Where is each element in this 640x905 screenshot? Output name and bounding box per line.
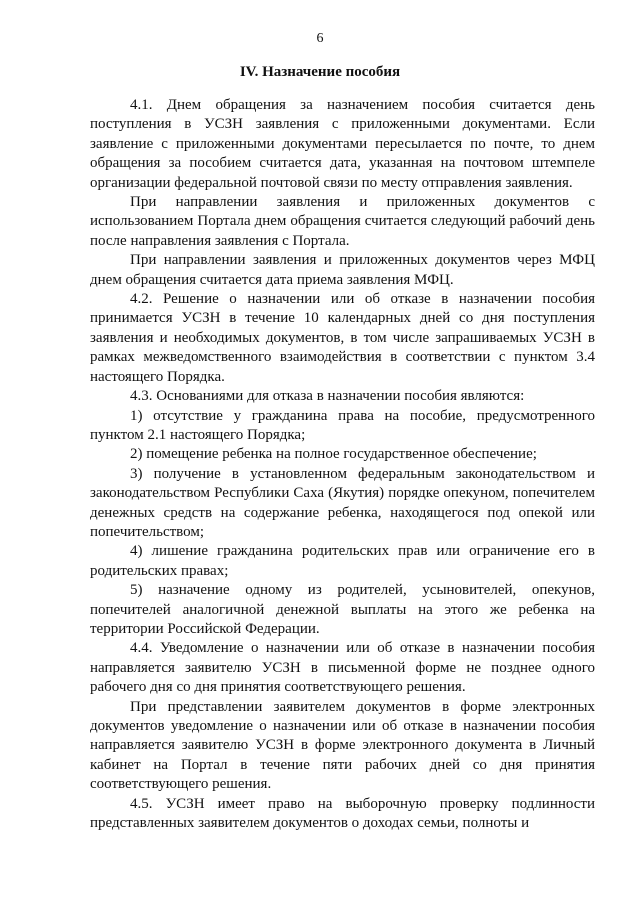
paragraph-4-4: 4.4. Уведомление о назначении или об отказе в назначении пособия направляется заявителю УСЗН в письменной форме не позднее одного рабочего дня со дня принятия соответствующего решения. — [90, 640, 595, 696]
list-item-1: 1) отсутствие у гражданина права на пособие, предусмотренного пунктом 2.1 настоящего Порядка; — [90, 407, 595, 443]
page-number: 6 — [316, 31, 324, 46]
paragraph-4-1: 4.1. Днем обращения за назначением пособия считается день поступления в УСЗН заявления с приложенными документами. Если заявление с приложенными документами пересылается по почте, то днем обращения за пособием считается дата, указанная на почтовом штемпеле организации федеральной почтовой связи по месту отправления заявления. — [90, 97, 595, 191]
paragraph-4-2: 4.2. Решение о назначении или об отказе в назначении пособия принимается УСЗН в течение 10 календарных дней со дня поступления заявления и необходимых документов, в том числе запрашиваемых УСЗН в рамках межведомственного взаимодействия в соответствии с пунктом 3.4 настоящего Порядка. — [90, 291, 595, 385]
section-title: IV. Назначение пособия — [239, 64, 401, 80]
paragraph-electronic: При представлении заявителем документов в форме электронных документов уведомление о назначении или об отказе в назначении пособия направляется заявителю УСЗН в форме электронного документа в Личный кабинет на Портал в течение пяти рабочих дней со дня принятия соответствующего решения. — [90, 698, 595, 793]
paragraph-4-5: 4.5. УСЗН имеет право на выборочную проверку подлинности представленных заявителем документов о доходах семьи, полноты и — [90, 795, 595, 832]
body-text — [90, 96, 595, 833]
list-item-2: 2) помещение ребенка на полное государственное обеспечение; — [130, 446, 537, 463]
paragraph-mfc: При направлении заявления и приложенных документов через МФЦ днем обращения считается дата приема заявления МФЦ. — [90, 252, 595, 288]
paragraph-4-3: 4.3. Основаниями для отказа в назначении пособия являются: — [130, 388, 525, 405]
list-item-3: 3) получение в установленном федеральным законодательством и законодательством Республики Саха (Якутия) порядке опекуном, попечителем денежных средств на содержание ребенка, находящегося под опекой или попечительством; — [90, 465, 595, 540]
list-item-5: 5) назначение одному из родителей, усыновителей, опекунов, попечителей аналогичной денежной выплаты на этого же ребенка на территории Российской Федерации. — [90, 582, 595, 637]
paragraph-portal: При направлении заявления и приложенных документов с использованием Портала днем обращения считается следующий рабочий день после направления заявления с Портала. — [90, 194, 595, 249]
list-item-4: 4) лишение гражданина родительских прав или ограничение его в родительских правах; — [90, 543, 595, 579]
